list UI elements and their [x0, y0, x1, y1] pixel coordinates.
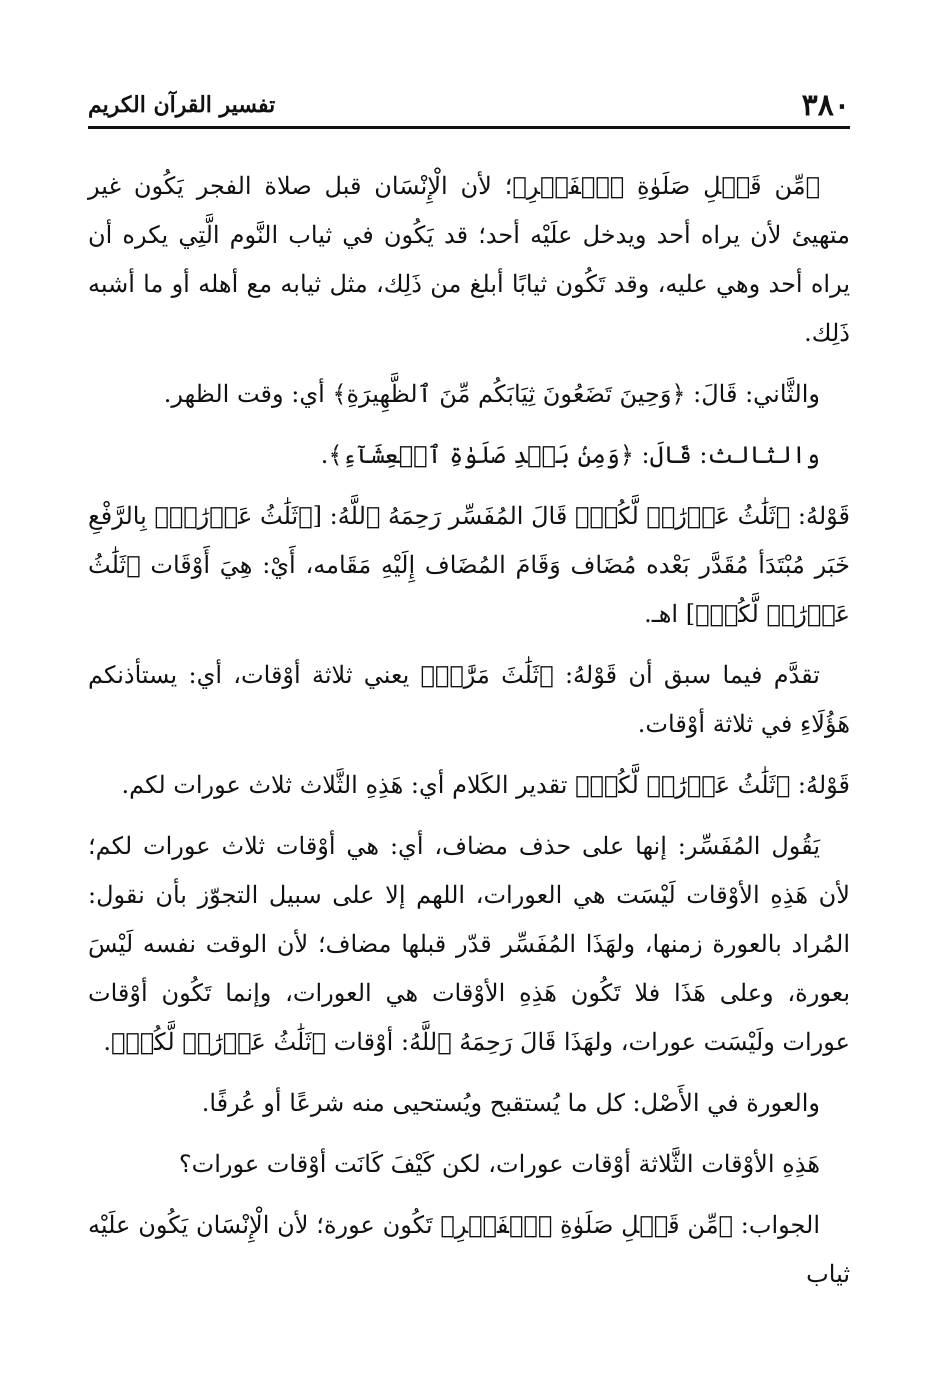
header-divider — [88, 126, 850, 129]
book-title: تفسير القرآن الكريم — [88, 92, 276, 118]
page-number: ٣٨٠ — [801, 88, 850, 123]
paragraph: قَوْلهُ: ﴿ثَلَٰثُ عَوۡرَٰتٖ لَّكُمۡ﴾ تقدير الكَلام أي: هَذِهِ الثَّلاث ثلاث عورات لكم. — [121, 771, 850, 799]
paragraph: والثَّاني: قَالَ: ﴿وَحِينَ تَضَعُونَ ثِيَابَكُم مِّنَ ٱلظَّهِيرَةِ﴾ أي: وقت الظهر. — [163, 380, 820, 408]
paragraph: والعورة في الأَصْل: كل ما يُستقبح ويُستحيى منه شرعًا أو عُرفًا. — [201, 1089, 820, 1117]
page-header — [88, 86, 850, 126]
paragraph: قَوْلهُ: ﴿ثَلَٰثُ عَوۡرَٰتٖ لَّكُمۡ﴾ قَالَ المُفَسِّر رَحِمَهُ ٱللَّهُ: [﴿ثَلَٰثُ عَوۡرَٰتٖ﴾ بِالرَّفْعِ خَبَر مُبْتَدَأ مُقَدَّر بَعْده مُضَاف وَقَامَ المُضَاف إِلَيْهِ مَقَامه، أَيْ: هِيَ أَوْقَات ﴿ثَلَٰثُ عَوۡرَٰتٖ لَّكُمۡ﴾] اهـ. — [88, 502, 850, 628]
page-body — [88, 162, 850, 1311]
paragraph: تقدَّم فيما سبق أن قَوْلهُ: ﴿ثَلَٰثَ مَرَّٰتٖ﴾ يعني ثلاثة أوْقات، أي: يستأذنكم هَؤُلَاءِ في ثلاثة أوْقات. — [88, 661, 850, 738]
paragraph: ﴿مِّن قَبۡلِ صَلَوٰةِ ٱلۡفَجۡرِ﴾؛ لأن الْإِنْسَان قبل صلاة الفجر يَكُون غير متهيئ لأن يراه أحد ويدخل علَيْه أحد؛ قد يَكُون في ثياب النَّوم الَّتِي يكره أن يراه أحد وهي عليه، وقد تَكُون ثيابًا أبلغ من ذَلِك، مثل ثيابه مع أهله أو ما أشبه ذَلِك. — [88, 172, 850, 347]
paragraph: الجواب: ﴿مِّن قَبۡلِ صَلَوٰةِ ٱلۡفَجۡرِ﴾ تَكُون عورة؛ لأن الْإِنْسَان يَكُون علَيْه ثياب — [88, 1211, 850, 1288]
paragraph: يَقُول المُفَسِّر: إنها على حذف مضاف، أي: هي أوْقات ثلاث عورات لكم؛ لأن هَذِهِ الأوْقات لَيْسَت هي العورات، اللهم إلا على سبيل التجوّز بأن نقول: المُراد بالعورة زمنها، ولهَذَا المُفَسِّر قدّر قبلها مضاف؛ لأن الوقت نفسه لَيْسَ بعورة، وعلى هَذَا فلا تَكُون هَذِهِ الأوْقات هي العورات، وإنما تَكُون أوْقات عورات ولَيْسَت عورات، ولهَذَا قَالَ رَحِمَهُ ٱللَّهُ: أوْقات ﴿ثَلَٰثُ عَوۡرَٰتٖ لَّكُمۡ﴾. — [88, 832, 850, 1056]
paragraph: هَذِهِ الأوْقات الثَّلاثة أوْقات عورات، لكن كَيْفَ كَانَت أوْقات عورات؟ — [178, 1150, 820, 1178]
paragraph: والثالث: قَالَ: ﴿وَمِنۢ بَعۡدِ صَلَوٰةِ ٱلۡعِشَآءِ﴾. — [320, 441, 820, 469]
